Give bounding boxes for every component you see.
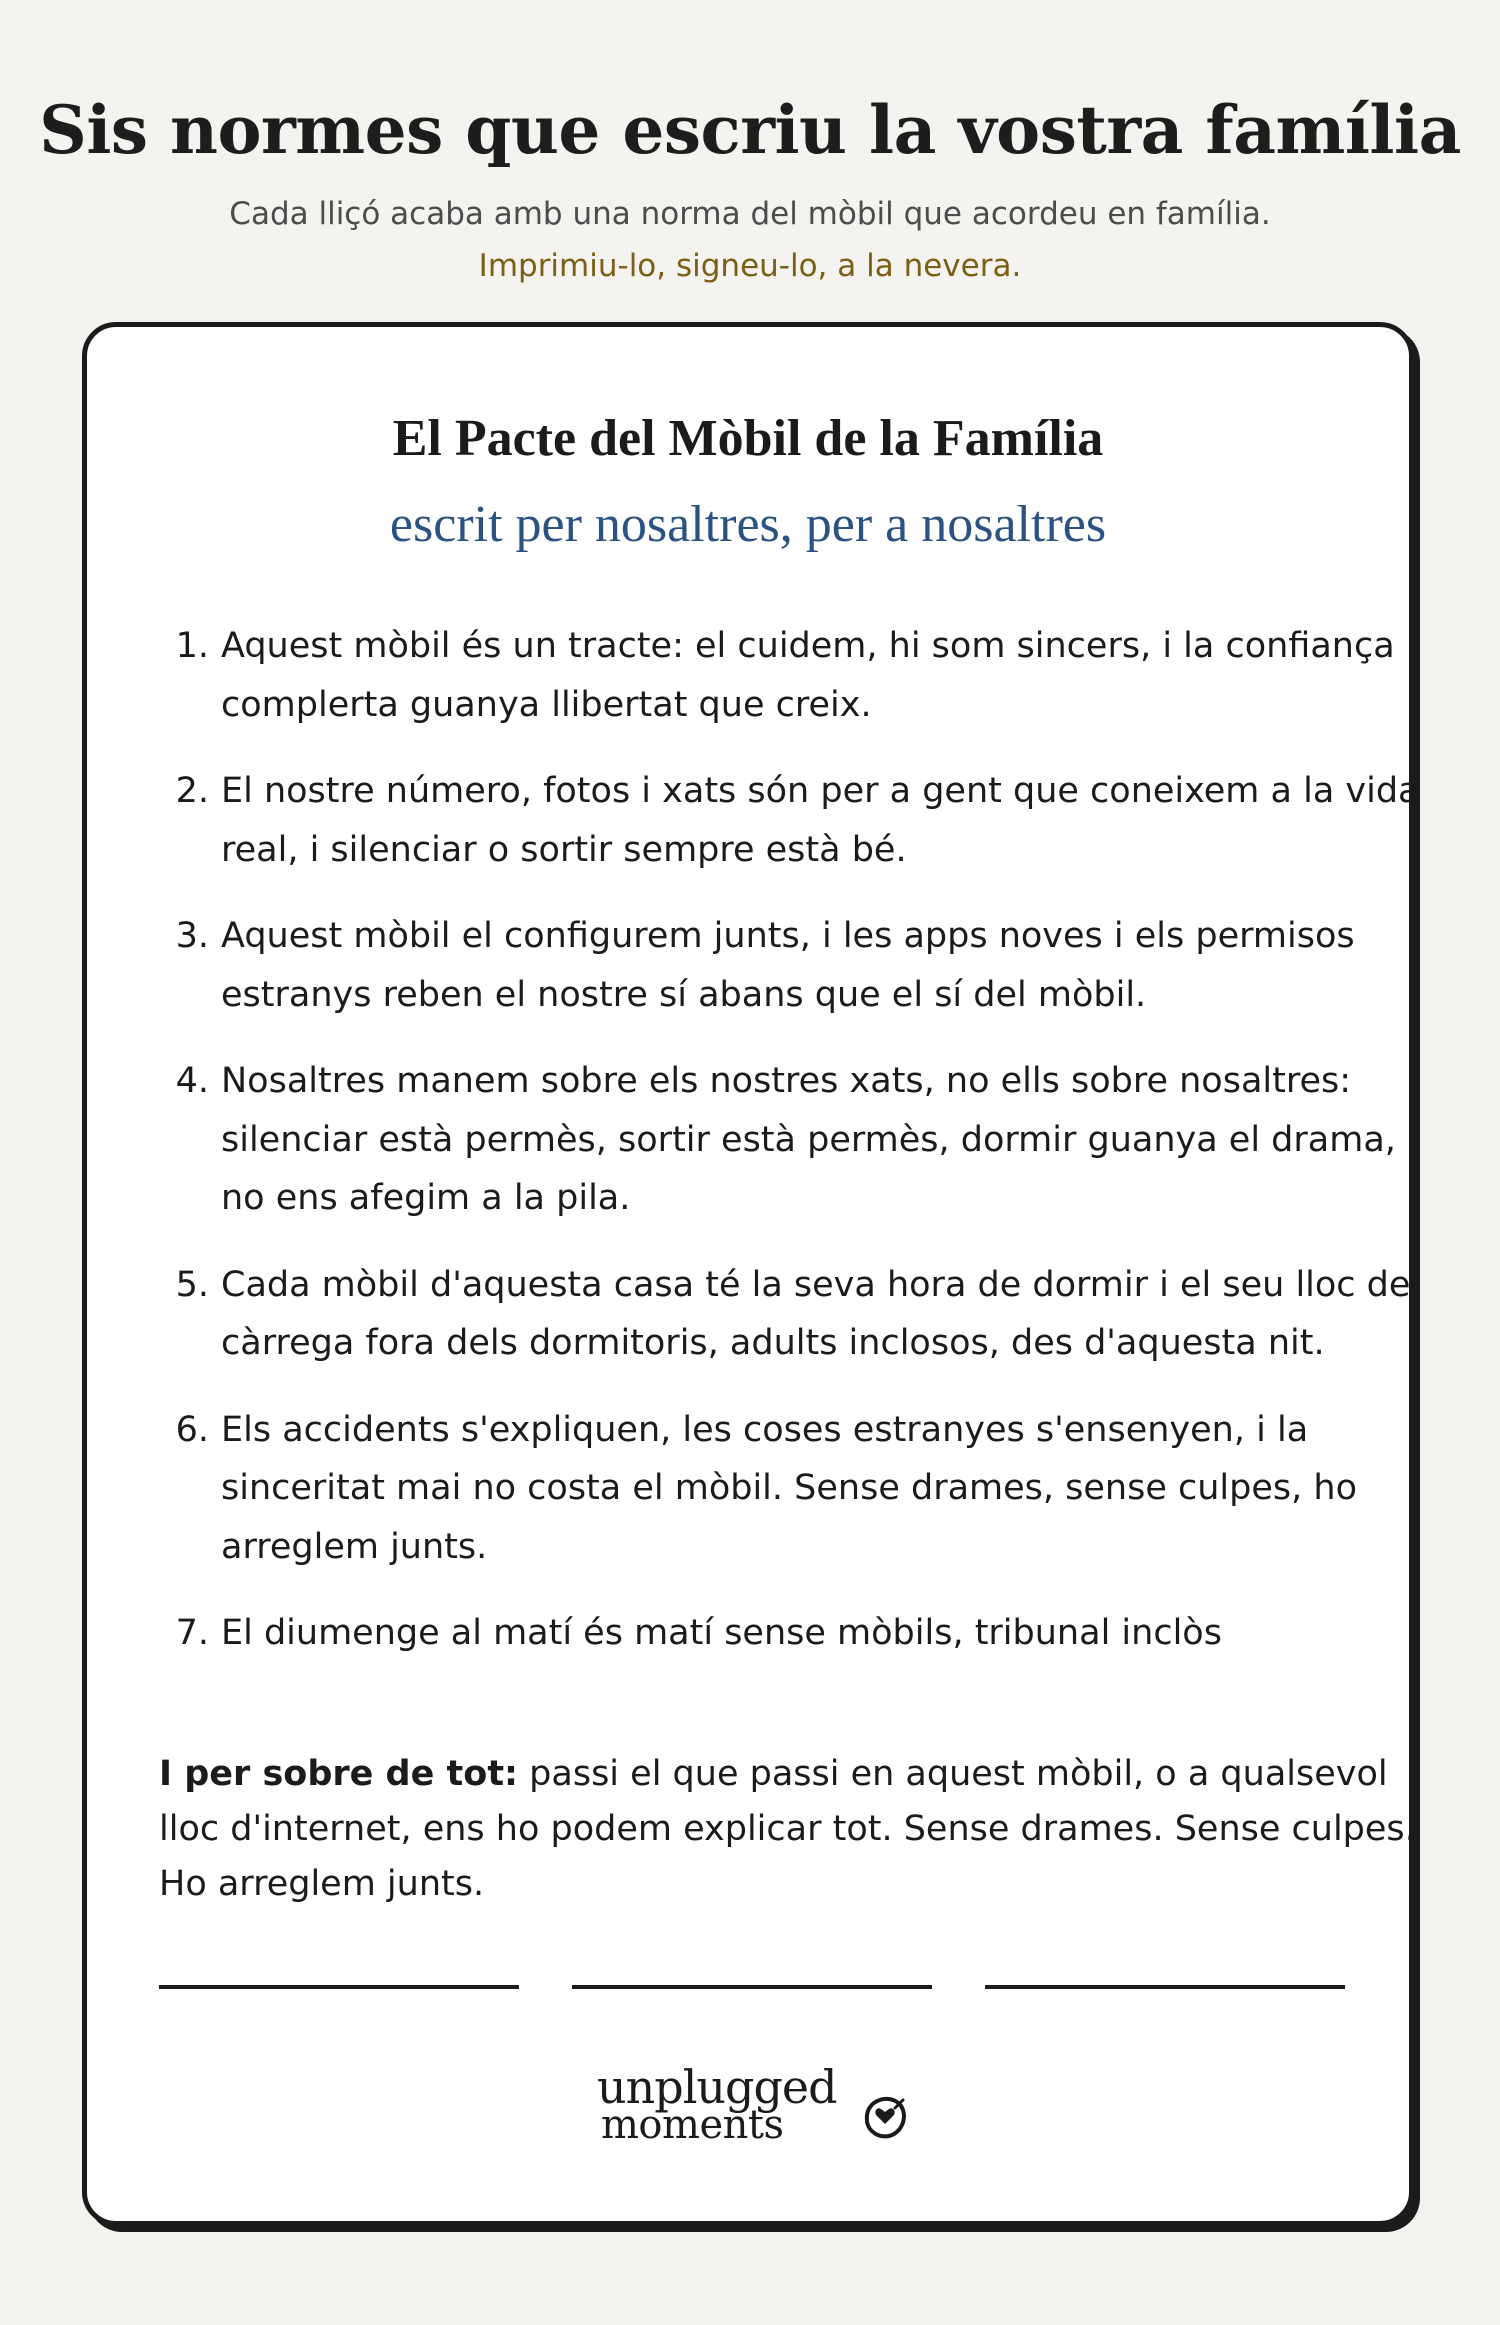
signature-line: [159, 1985, 519, 1989]
rule-item: [159, 617, 1439, 734]
final-statement: [159, 1747, 1419, 1912]
rules-list: [159, 617, 1439, 1691]
rule-text: Nosaltres manem sobre els nostres xats, no ells sobre nosaltres: silenciar està permès, sortir està permès, dormir guanya el drama, i no ens afegim a la pila.: [221, 1061, 1417, 1218]
pact-subtitle: escrit per nosaltres, per a nosaltres: [389, 496, 1107, 553]
rule-number: 2.: [175, 771, 209, 811]
rule-text: El nostre número, fotos i xats són per a gent que coneixem a la vida real, i silenciar o sortir sempre està bé.: [221, 771, 1420, 870]
rule-item: [159, 1256, 1439, 1373]
rule-number: 3.: [175, 916, 209, 956]
logo-word-unplugged: unplugged: [597, 2060, 837, 2114]
page-instruction: Imprimiu-lo, signeu-lo, a la nevera.: [478, 248, 1022, 284]
page-title: Sis normes que escriu la vostra família: [39, 91, 1461, 169]
rule-item: [159, 762, 1439, 879]
final-statement-label: I per sobre de tot:: [159, 1754, 519, 1794]
brand-logo: [597, 2062, 917, 2172]
rule-text: Aquest mòbil el configurem junts, i les apps noves i els permisos estranys reben el nostre sí abans que el sí del mòbil.: [221, 916, 1355, 1015]
rule-item: [159, 907, 1439, 1024]
rule-number: 4.: [175, 1061, 209, 1101]
pact-title: El Pacte del Mòbil de la Família: [392, 410, 1104, 467]
logo-word-moments: moments: [601, 2102, 784, 2148]
rule-number: 6.: [175, 1409, 209, 1450]
pact-card: [82, 322, 1420, 2226]
rule-text: Cada mòbil d'aquesta casa té la seva hora de dormir i el seu lloc de càrrega fora dels dormitoris, adults inclosos, des d'aquesta nit.: [221, 1264, 1411, 1363]
rule-number: 7.: [175, 1613, 209, 1653]
signature-line: [985, 1985, 1345, 1989]
rule-text: Els accidents s'expliquen, les coses estranyes s'ensenyen, i la sinceritat mai no costa el mòbil. Sense drames, sense culpes, ho arreglem junts.: [221, 1409, 1357, 1567]
rule-text: El diumenge al matí és matí sense mòbils, tribunal inclòs: [221, 1613, 1222, 1653]
rule-number: 1.: [175, 626, 209, 666]
rule-item: [159, 1604, 1439, 1663]
page-subtitle: Cada lliçó acaba amb una norma del mòbil que acordeu en família.: [229, 196, 1271, 232]
rule-text: Aquest mòbil és un tracte: el cuidem, hi som sincers, i la confiança complerta guanya llibertat que creix.: [221, 626, 1395, 725]
rule-item: [159, 1401, 1439, 1577]
signature-line: [572, 1985, 932, 1989]
heart-plug-icon: [859, 2090, 911, 2142]
rule-number: 5.: [175, 1264, 209, 1305]
final-statement-text: passi el que passi en aquest mòbil, o a qualsevol lloc d'internet, ens ho podem explicar tot. Sense drames. Sense culpes. Ho arreglem junts.: [159, 1754, 1416, 1904]
rule-item: [159, 1052, 1439, 1228]
